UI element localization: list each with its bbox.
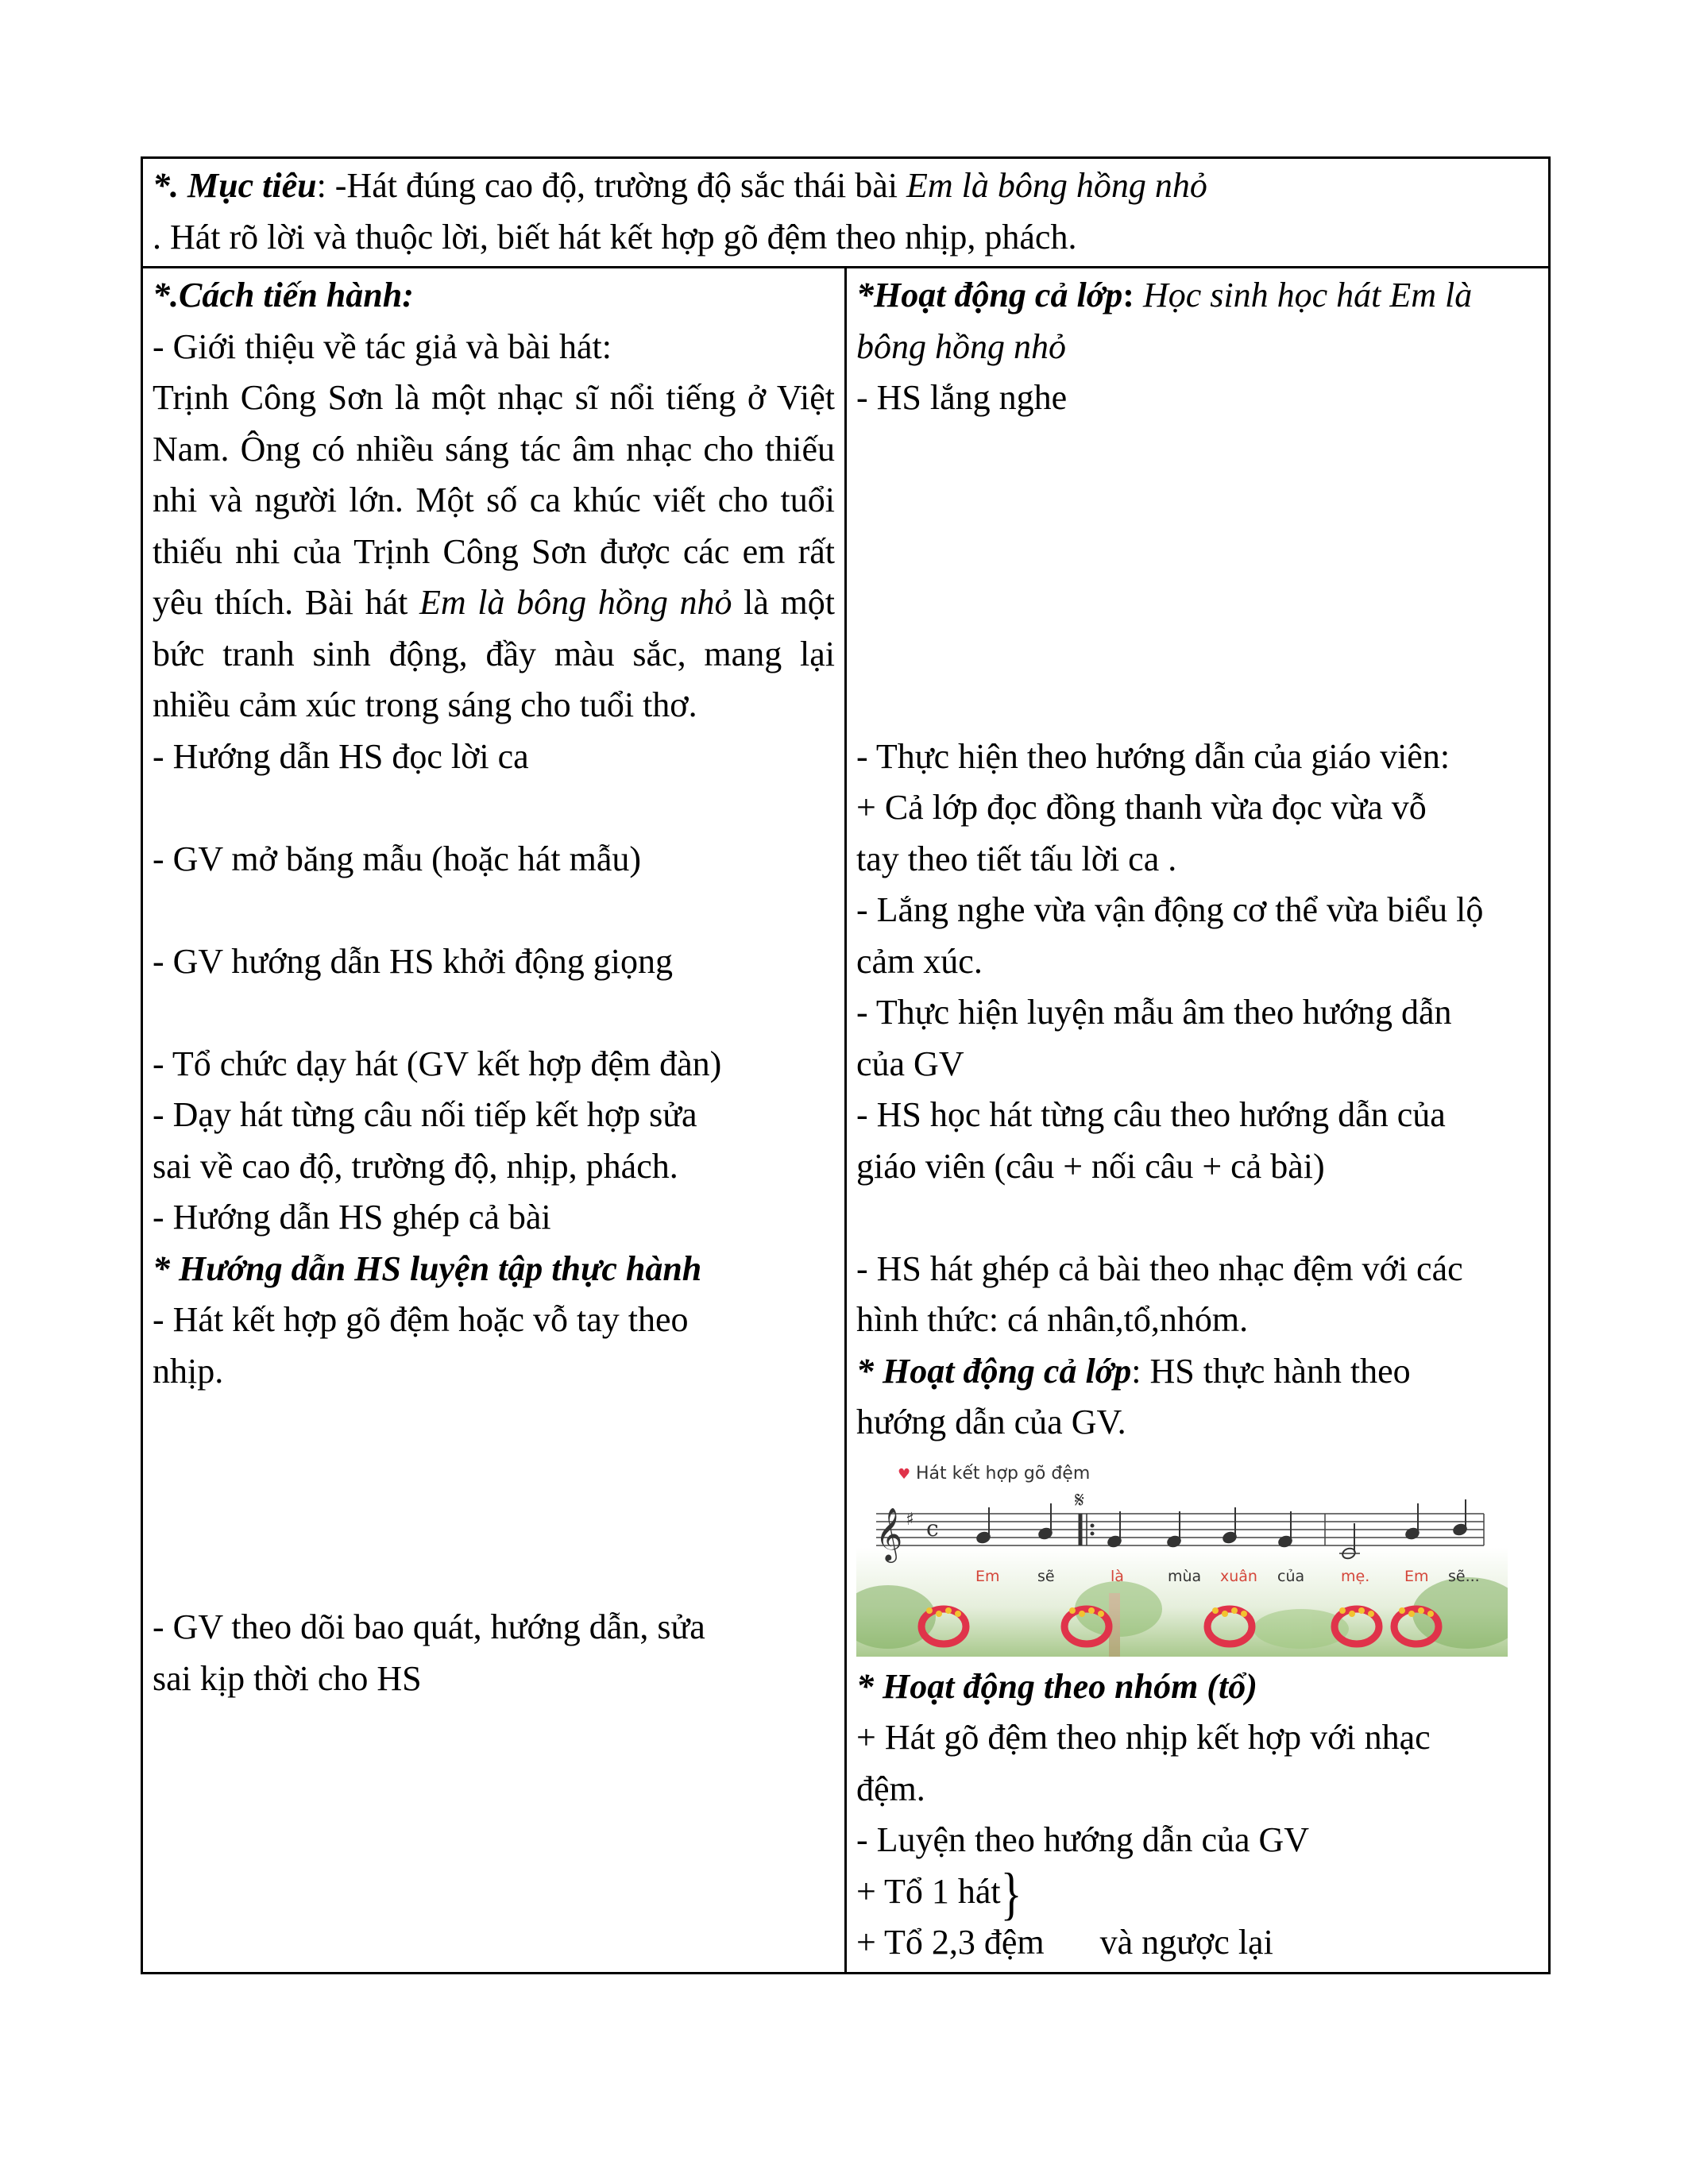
student-column: *Hoạt động cả lớp: Học sinh học hát Em là bông hồng nhỏ - HS lắng nghe - Thực hiện theo hướng dẫn của giáo viên: + Cả lớp đọc đồng thanh vừa đọc vừa vỗ tay theo tiết tấu lời ca . - Lắng nghe vừa vận động cơ thể vừa biểu lộ cảm xúc. - Thực hiện luyện mẫu âm theo hướng dẫn của GV - HS học hát từng câu theo hướng dẫn của giáo viên (câu + nối câu + cả bài) - HS hát ghép cả bài theo nhạc đệm với các hình thức: cá nhân,tổ,nhóm. * Hoạt động cả lớp: HS thực hành theo hướng dẫn của GV. ♥ Hát kết hợp gõ đệm 𝄞 ♯ c 𝄋 Em sẽ là mùa xuân của mẹ. Em sẽ... * Hoạt động theo nhóm (tổ) + Hát gõ đệm theo nhịp kết hợp với nhạc đệm. - Luyện theo hướng dẫn của GV + Tổ 1 hát} + Tổ 2,3 đệm và ngược lại	[846, 268, 1550, 1974]
class-activity-label: *Hoạt động cả lớp	[856, 276, 1123, 314]
step-read-lyrics: - Hướng dẫn HS đọc lời ca	[153, 736, 529, 776]
listen-line: - HS lắng nghe	[856, 378, 1068, 417]
class-activity2-label: * Hoạt động cả lớp	[856, 1351, 1132, 1391]
lyric-word: sẽ...	[1448, 1567, 1480, 1585]
lyric-word: mẹ.	[1341, 1567, 1370, 1585]
lyric-word: sẽ	[1037, 1567, 1055, 1585]
teacher-column	[142, 268, 846, 1974]
lyric-word: xuân	[1220, 1567, 1257, 1585]
class-activity2-text-b: hướng dẫn của GV.	[856, 1403, 1126, 1441]
warm-line-a: - Thực hiện luyện mẫu âm theo hướng dẫn	[856, 993, 1452, 1032]
time-signature: c	[926, 1515, 939, 1542]
class-activity-text-a: Học sinh học hát Em là	[1142, 276, 1473, 314]
warm-line-b: của GV	[856, 1044, 964, 1083]
group-line-f: và ngược lại	[1099, 1923, 1273, 1962]
learn-line-b: giáo viên (câu + nối câu + cả bài)	[856, 1146, 1325, 1186]
objective-row	[142, 158, 1550, 268]
move-line-a: - Lắng nghe vừa vận động cơ thể vừa biểu lộ	[856, 890, 1484, 929]
step-play-sample: - GV mở băng mẫu (hoặc hát mẫu)	[153, 839, 642, 878]
music-score-figure	[856, 1458, 1508, 1657]
group-line-d: + Tổ 1 hát	[856, 1871, 1001, 1911]
lesson-table	[141, 156, 1551, 1974]
intro-label: - Giới thiệu về tác giả và bài hát:	[153, 326, 612, 366]
step-teach-lines-b: sai về cao độ, trường độ, nhịp, phách.	[153, 1146, 678, 1186]
sharp-icon: ♯	[906, 1509, 914, 1530]
read-line-b: tay theo tiết tấu lời ca .	[856, 839, 1177, 878]
paragraph-song-title: Em là bông hồng nhỏ	[419, 583, 732, 622]
class-activity2-text-a: : HS thực hành theo	[1131, 1351, 1411, 1391]
procedure-row	[142, 268, 1550, 1974]
group-activity-heading: * Hoạt động theo nhóm (tổ)	[856, 1666, 1257, 1706]
step-beat-a: - Hát kết hợp gõ đệm hoặc vỗ tay theo	[153, 1300, 689, 1339]
objective-text-a: : -Hát đúng cao độ, trường độ sắc thái bài	[316, 166, 906, 205]
step-beat-b: nhịp.	[153, 1351, 224, 1391]
step-monitor-b: sai kịp thời cho HS	[153, 1658, 422, 1698]
group-line-e: + Tổ 2,3 đệm	[856, 1923, 1045, 1962]
step-combine: - Hướng dẫn HS ghép cả bài	[153, 1198, 551, 1237]
objective-label: *. Mục tiêu	[153, 166, 317, 205]
lyrics	[975, 1568, 1480, 1585]
lyric-word: là	[1111, 1567, 1124, 1585]
step-teach-singing: - Tổ chức dạy hát (GV kết hợp đệm đàn)	[153, 1044, 722, 1083]
whole-line-a: - HS hát ghép cả bài theo nhạc đệm với các	[856, 1248, 1463, 1288]
heart-icon: ♥	[898, 1465, 911, 1483]
lyric-word: của	[1277, 1567, 1305, 1585]
practice-heading: * Hướng dẫn HS luyện tập thực hành	[153, 1248, 702, 1288]
step-warm-up: - GV hướng dẫn HS khởi động giọng	[153, 941, 674, 981]
lyric-word: Em	[975, 1567, 1000, 1585]
class-activity-text-b: bông hồng nhỏ	[856, 326, 1066, 366]
segno-icon: 𝄋	[1075, 1486, 1085, 1513]
figure-caption: Hát kết hợp gõ đệm	[916, 1463, 1091, 1484]
step-teach-lines-a: - Dạy hát từng câu nối tiếp kết hợp sửa	[153, 1095, 697, 1134]
procedure-heading: *.Cách tiến hành:	[153, 276, 414, 314]
lyric-word: Em	[1404, 1567, 1429, 1585]
objective-song-title: Em là bông hồng nhỏ	[906, 166, 1207, 205]
learn-line-a: - HS học hát từng câu theo hướng dẫn của	[856, 1095, 1446, 1134]
group-line-a: + Hát gõ đệm theo nhịp kết hợp với nhạc	[856, 1718, 1431, 1757]
whole-line-b: hình thức: cá nhân,tổ,nhóm.	[856, 1300, 1249, 1339]
follow-line: - Thực hiện theo hướng dẫn của giáo viên:	[856, 736, 1450, 776]
objective-text-b: . Hát rõ lời và thuộc lời, biết hát kết hợp gõ đệm theo nhịp, phách.	[153, 217, 1077, 257]
brace-icon: }	[1000, 1862, 1022, 1927]
move-line-b: cảm xúc.	[856, 941, 983, 981]
lyric-word: mùa	[1168, 1567, 1202, 1585]
author-paragraph: Trịnh Công Sơn là một nhạc sĩ nổi tiếng ở Việt Nam. Ông có nhiều sáng tác âm nhạc cho thiếu nhi và người lớn. Một số ca khúc viết cho tuổi thiếu nhi của Trịnh Công Sơn được các em rất yêu thích. Bài hát Em là bông hồng nhỏ là một bức tranh sinh động, đầy màu sắc, mang lại nhiều cảm xúc trong sáng cho tuổi thơ.	[153, 378, 835, 724]
treble-clef-icon: 𝄞	[875, 1506, 903, 1561]
objective-cell	[142, 158, 1550, 268]
group-line-b: đệm.	[856, 1769, 925, 1808]
read-line-a: + Cả lớp đọc đồng thanh vừa đọc vừa vỗ	[856, 788, 1427, 827]
step-monitor-a: - GV theo dõi bao quát, hướng dẫn, sửa	[153, 1607, 705, 1646]
group-line-c: - Luyện theo hướng dẫn của GV	[856, 1820, 1310, 1859]
